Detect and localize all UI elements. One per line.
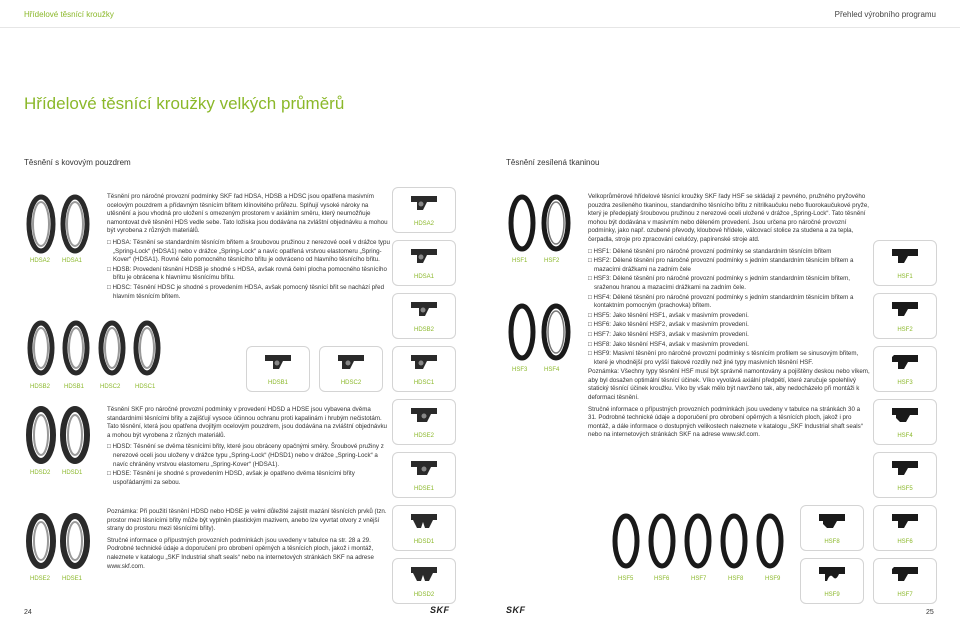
ring-label: HSF1	[512, 258, 528, 264]
seal-profile-icon	[409, 459, 439, 477]
header-right: Přehled výrobního programu	[834, 10, 936, 19]
ring-label: HDSD1	[62, 470, 83, 476]
bullet-item: □ HDSE: Těsnění je shodné s provedením HDSD, avšak je opatřeno dvěma těsnícími břity uspořádanými za sebou.	[107, 470, 355, 486]
seal-profile-icon	[890, 565, 920, 583]
seal-profile-icon	[890, 353, 920, 371]
paragraph: Velkoprůměrové hřídelové těsnící kroužky SKF řady HSF se skládají z pevného, pružného pryžového pouzdra zesíleného tkaninou, standardního těsnícího břitu z nitrilkaučuku nebo fluorokaučukové pryže, který je předepjatý šroubovou pružinou z nerezové oceli uložené v drážce „Spring-Lock“. Tato těsnění mohou být dodávána v masivním nebo děleném provedení. Jsou určena pro náročné provozní podmínky, jako např. ozubené převody, kloubové hřídele, válcovací stolice za studena a za tepla, čerpadla, stroje pro zpracování celulózy, papírenské stroje atd.	[588, 193, 870, 243]
bullet-item: □ HSF8: Jako těsnění HSF4, avšak v masivním provedení.	[588, 340, 749, 348]
profile-label: HSF5	[897, 486, 913, 492]
profile-box-hsf2	[873, 293, 937, 339]
seal-profile-icon	[890, 459, 920, 477]
seal-profile-icon	[890, 247, 920, 265]
ring-image-hsf5-hsf9	[610, 512, 790, 570]
ring-label: HDSA1	[62, 258, 83, 264]
text-block-hdsa-hdsb-hdsc	[107, 193, 390, 302]
profile-box-hsf1	[873, 240, 937, 286]
ring-label: HSF2	[544, 258, 560, 264]
profile-label: HDSE2	[413, 433, 434, 439]
ring-label: HSF5	[618, 576, 634, 582]
skf-logo-right: SKF	[506, 605, 526, 615]
ring-image-hdse	[25, 512, 91, 570]
ring-label: HDSE1	[62, 576, 83, 582]
ring-label: HSF4	[544, 367, 560, 373]
profile-box-hdsa2	[392, 187, 456, 233]
ring-label: HSF3	[512, 367, 528, 373]
ring-label: HSF8	[728, 576, 744, 582]
skf-logo-left: SKF	[430, 605, 450, 615]
page-title: Hřídelové těsnící kroužky velkých průměrů	[24, 94, 345, 113]
seal-profile-icon	[890, 406, 920, 424]
seal-profile-icon	[890, 300, 920, 318]
profile-box-hsf9	[800, 558, 864, 604]
profile-label: HDSA1	[413, 274, 434, 280]
bullet-item: □ HSF1: Dělené těsnění pro náročné provozní podmínky se standardním těsnícím břitem	[588, 247, 832, 255]
profile-label: HSF4	[897, 433, 913, 439]
ring-label: HDSC2	[100, 384, 121, 390]
profile-box-hdsb2	[392, 293, 456, 339]
profile-box-hsf7	[873, 558, 937, 604]
profile-label: HSF8	[824, 539, 840, 545]
seal-profile-icon	[409, 300, 439, 318]
seal-profile-icon	[409, 512, 439, 530]
header-divider	[0, 27, 960, 28]
bullet-item: □ HSF9: Masivní těsnění pro náročné provozní podmínky s těsnícím profilem se sinusovým břitem, které je vhodnější pro vyšší tlakové rozdíly než jiné typy masivních těsnění HSF.	[588, 350, 859, 366]
text-block-hdsd-hdse	[107, 406, 390, 488]
ring-label: HDSD2	[30, 470, 51, 476]
info-paragraph: Stručné informace o přípustných provozních podmínkách jsou uvedeny v tabulce na str. 28 a 29. Podrobné technické údaje a doporučení pro obrobení opěrných a těsnících ploch, jakož i montáž, naleznete v katalogu „SKF Industrial shaft seals“ nebo na internetových stránkách SKF na adrese www.skf.com.	[107, 536, 374, 570]
profile-box-hdse1	[392, 452, 456, 498]
ring-label: HDSB2	[30, 384, 51, 390]
profile-label: HSF7	[897, 592, 913, 598]
seal-profile-icon	[409, 194, 439, 212]
profile-label: HDSC1	[413, 380, 435, 386]
profile-label: HDSD2	[413, 592, 435, 598]
ring-image-hsf3-hsf4	[506, 302, 572, 362]
ring-label: HSF6	[654, 576, 670, 582]
profile-label: HDSA2	[413, 221, 434, 227]
profile-box-hdsc2	[319, 346, 383, 392]
seal-profile-icon	[890, 512, 920, 530]
seal-profile-icon	[409, 353, 439, 371]
bullet-item: □ HSF6: Jako těsnění HSF2, avšak v masivním provedení.	[588, 321, 749, 329]
profile-box-hdsd1	[392, 505, 456, 551]
ring-label: HDSB1	[64, 384, 85, 390]
bullet-item: □ HSF5: Jako těsnění HSF1, avšak v masivním provedení.	[588, 311, 749, 319]
profile-box-hdsd2	[392, 558, 456, 604]
page-number-right: 25	[926, 609, 934, 616]
profile-label: HSF2	[897, 327, 913, 333]
bullet-item: □ HSF2: Dělené těsnění pro náročné provozní podmínky s jedním standardním těsnícím břitem a mazacími drážkami na zadním čele	[588, 257, 854, 273]
profile-box-hdsb1	[246, 346, 310, 392]
ring-image-hdsa	[25, 193, 91, 255]
paragraph: Těsnění SKF pro náročné provozní podmínky v provedení HDSD a HDSE jsou vybavena dvěma standardními těsnícími břity a zajišťují vysoce účinnou ochranu proti kapalinám i hrubým nečistotám. Tato těsnění, která jsou opatřena dvojitým ocelovým pouzdrem, jsou dodávána na zvláštní objednávku a mohou být vyrobena z různých materiálů.	[107, 406, 387, 439]
profile-label: HSF9	[824, 592, 840, 598]
header-left: Hřídelové těsnící kroužky	[24, 10, 114, 19]
seal-profile-icon	[409, 565, 439, 583]
info-paragraph: Stručné informace o přípustných provozních podmínkách jsou uvedeny v tabulce na stránkách 30 a 31. Podrobné technické údaje a doporučení pro obrobení opěrných a těsnících ploch, jakož i pro montáž, a dále informace o dostupných velikostech naleznete v katalogu „SKF Industrial shaft seals“ nebo na internetových stránkách SKF na adrese www.skf.com.	[588, 405, 863, 439]
profile-box-hdsc1	[392, 346, 456, 392]
seal-profile-icon	[409, 406, 439, 424]
seal-profile-icon	[817, 565, 847, 583]
profile-label: HSF6	[897, 539, 913, 545]
profile-box-hsf8	[800, 505, 864, 551]
bullet-item: □ HDSC: Těsnění HDSC je shodné s provedením HDSA, avšak pomocný těsnící břit se nachází před hlavním těsnícím břitem.	[107, 283, 385, 300]
profile-box-hdse2	[392, 399, 456, 445]
profile-label: HSF3	[897, 380, 913, 386]
ring-label: HSF9	[765, 576, 781, 582]
section-left-title: Těsnění s kovovým pouzdrem	[24, 158, 131, 167]
bullet-item: □ HDSA: Těsnění se standardním těsnícím břitem a šroubovou pružinou z nerezové oceli v drážce typu „Spring-Lock“ (HDSA1) nebo v drážce „Spring-Lock“ a navíc opatřená vrstvou elastomeru „Spring-Kover“ (HDSA1). Rovné čelo pomocného těsnícího břitu je odvráceno od hlavního těsnícího břitu.	[107, 238, 390, 264]
ring-image-hsf1-hsf2	[506, 193, 572, 253]
page-number-left: 24	[24, 609, 32, 616]
paragraph: Těsnění pro náročné provozní podmínky SKF řad HDSA, HDSB a HDSC jsou opatřena masivním ocelovým pouzdrem a přídavným těsnícím břitem klínovitého průřezu. Splňují vysoké nároky na utěsnění a jsou vhodná pro uložení s omezeným prostorem v axiálním směru, který neumožňuje namontovat dvě těsnění HDS vedle sebe. Tato ložiska jsou dodávána na zvláštní objednávku a mohou být vyrobena z různých materiálů.	[107, 193, 388, 235]
profile-box-hsf3	[873, 346, 937, 392]
note-paragraph: Poznámka: Všechny typy těsnění HSF musí být správně namontovány a pojištěny deskou nebo víkem, aby byl dosažen optimální těsnící účinek. Víko vyvolává axiální předpětí, které zaručuje spolehlivý statický těsnící účinek kroužku. Víko by však mělo být navrženo tak, aby nedocházelo při montáži k deformaci těsnění.	[588, 368, 870, 402]
profile-label: HDSE1	[413, 486, 434, 492]
seal-profile-icon	[263, 353, 293, 371]
bullet-item: □ HDSB: Provedení těsnění HDSB je shodné s HDSA, avšak rovná čelní plocha pomocného těsnícího břitu je obrácena k hlavnímu těsnícímu břitu.	[107, 265, 387, 282]
seal-profile-icon	[817, 512, 847, 530]
text-block-hsf	[588, 193, 870, 443]
profile-label: HDSC2	[340, 380, 362, 386]
section-right-title: Těsnění zesílená tkaninou	[506, 158, 600, 167]
ring-image-hdsb-hdsc	[25, 320, 165, 376]
profile-box-hsf4	[873, 399, 937, 445]
bullet-item: □ HSF7: Jako těsnění HSF3, avšak v masivním provedení.	[588, 330, 749, 338]
note-paragraph: Poznámka: Při použití těsnění HDSD nebo HDSE je velmi důležité zajistit mazání těsnících prvků (tzn. prostor mezi těsnícími břity může být vyplněn plastickým mazivem, anebo lze vyvrtat otvory z vnější strany do prostoru mezi těsnícími břity).	[107, 508, 387, 533]
bullet-item: □ HSF3: Dělené těsnění pro náročné provozní podmínky s jedním standardním těsnícím břitem, sraženou hranou a mazacími drážkami na zadním čele.	[588, 275, 851, 291]
ring-image-hdsd	[25, 405, 91, 465]
profile-box-hdsa1	[392, 240, 456, 286]
seal-profile-icon	[409, 247, 439, 265]
text-block-notes-left	[107, 508, 390, 574]
bullet-item: □ HDSD: Těsnění se dvěma těsnícími břity, které jsou obráceny opačnými směry. Šroubové pružiny z nerezové oceli jsou uloženy v drážce typu „Spring-Lock“ (HDSD1) nebo v drážce „Spring-Lock“ a navíc chráněny vrstvou elastomeru „Spring-Kover“ (HDSA1).	[107, 443, 384, 468]
profile-label: HSF1	[897, 274, 913, 280]
profile-box-hsf6	[873, 505, 937, 551]
profile-box-hsf5	[873, 452, 937, 498]
ring-label: HDSE2	[30, 576, 51, 582]
seal-profile-icon	[336, 353, 366, 371]
profile-label: HDSB1	[267, 380, 288, 386]
profile-label: HDSB2	[413, 327, 434, 333]
profile-label: HDSD1	[413, 539, 435, 545]
ring-label: HSF7	[691, 576, 707, 582]
bullet-item: □ HSF4: Dělené těsnění pro náročné provozní podmínky s jedním standardním těsnícím břitem a kontaktním pomocným (prachovka) břitem.	[588, 293, 854, 310]
ring-label: HDSC1	[135, 384, 156, 390]
ring-label: HDSA2	[30, 258, 51, 264]
